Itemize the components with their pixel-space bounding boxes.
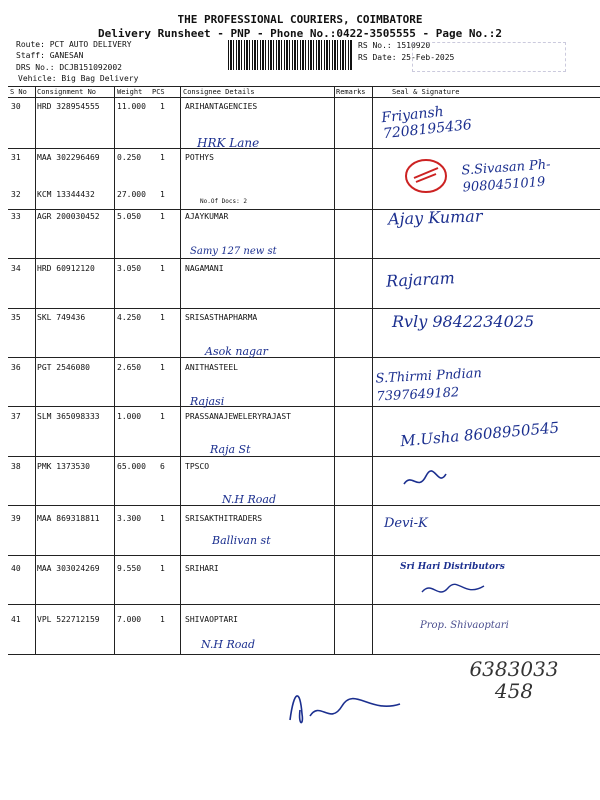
row-sno: 32: [11, 190, 21, 199]
signature-entry: Ajay Kumar: [387, 206, 483, 229]
row-rule: [8, 148, 600, 149]
signature-stamp: Prop. Shivaoptari: [420, 620, 509, 631]
rs-number: RS No.: 1510920: [358, 41, 431, 50]
row-sno: 38: [11, 462, 21, 471]
col-divider: [372, 86, 373, 654]
row-weight: 27.000: [117, 190, 146, 199]
vehicle: Vehicle: Big Bag Delivery: [18, 74, 139, 83]
drs-number: DRS No.: DCJB151092002: [16, 63, 122, 72]
row-pcs: 1: [160, 153, 165, 162]
row-weight: 3.050: [117, 264, 142, 273]
row-weight: 65.000: [117, 462, 146, 471]
row-consignment: MAA 869318811: [37, 514, 100, 523]
handwritten-address: Asok nagar: [205, 345, 268, 358]
col-consignee: Consignee Details: [183, 88, 255, 96]
table-top-rule: [8, 86, 600, 87]
row-rule: [8, 308, 600, 309]
date-stamp: [412, 42, 566, 72]
row-consignee: TPSCO: [185, 462, 210, 471]
signature-scribble: [400, 466, 450, 498]
row-sno: 40: [11, 564, 21, 573]
col-sno: S No: [10, 88, 27, 96]
row-consignment: HRD 328954555: [37, 102, 100, 111]
col-consignment: Consignment No: [37, 88, 97, 96]
rs-date: RS Date: 25-Feb-2025: [358, 53, 455, 62]
row-pcs: 1: [160, 514, 165, 523]
row-rule: [8, 505, 600, 506]
table-header-rule: [8, 97, 600, 98]
row-sno: 41: [11, 615, 21, 624]
row-weight: 9.550: [117, 564, 142, 573]
signature-entry: Rvly 9842234025: [392, 312, 535, 331]
row-weight: 5.050: [117, 212, 142, 221]
row-weight: 3.300: [117, 514, 142, 523]
row-consignee: SHIVAOPTARI: [185, 615, 238, 624]
row-consignment: SKL 749436: [37, 313, 86, 322]
row-sno: 30: [11, 102, 21, 111]
row-pcs: 1: [160, 564, 165, 573]
row-pcs: 1: [160, 102, 165, 111]
row-weight: 7.000: [117, 615, 142, 624]
signature-entry: M.Usha 8608950545: [399, 418, 560, 451]
row-weight: 1.000: [117, 412, 142, 421]
row-consignment: AGR 200030452: [37, 212, 100, 221]
row-consignee: SRIHARI: [185, 564, 219, 573]
col-divider: [180, 86, 181, 654]
signature-entry: Rajaram: [385, 268, 456, 291]
row-consignment: MAA 303024269: [37, 564, 100, 573]
row-consignee: NAGAMANI: [185, 264, 224, 273]
row-rule: [8, 456, 600, 457]
row-consignee: AJAYKUMAR: [185, 212, 229, 221]
row-pcs: 1: [160, 363, 165, 372]
handwritten-address: Samy 127 new st: [190, 246, 277, 257]
row-sno: 39: [11, 514, 21, 523]
signature-stamp: Sri Hari Distributors: [400, 562, 505, 572]
route: Route: PCT AUTO DELIVERY: [16, 40, 132, 49]
row-rule: [8, 258, 600, 259]
row-consignment: VPL 522712159: [37, 615, 100, 624]
row-rule: [8, 209, 600, 210]
signature-entry: S.Thirmi Pndian 7397649182: [375, 366, 483, 405]
row-sno: 35: [11, 313, 21, 322]
row-sno: 37: [11, 412, 21, 421]
row-weight: 2.650: [117, 363, 142, 372]
signature-entry: S.Sivasan Ph-9080451019: [461, 157, 552, 196]
row-consignee: PRASSANAJEWELERYRAJAST: [185, 412, 291, 421]
handwritten-address: Raja St: [210, 443, 251, 456]
staff: Staff: GANESAN: [16, 51, 84, 60]
signature-entry: Friyansh 7208195436: [380, 103, 473, 143]
row-rule: [8, 604, 600, 605]
row-pcs: 1: [160, 615, 165, 624]
handwritten-address: N.H Road: [201, 638, 256, 651]
col-weight: Weight: [117, 88, 143, 96]
footer-signature: [280, 680, 410, 730]
row-consignment: MAA 302296469: [37, 153, 100, 162]
signature-entry: Devi-K: [384, 516, 428, 531]
row-sno: 33: [11, 212, 21, 221]
row-consignment: PGT 2546080: [37, 363, 90, 372]
handwritten-address: Ballivan st: [212, 534, 271, 547]
col-divider: [114, 86, 115, 654]
row-weight: 0.250: [117, 153, 142, 162]
barcode: [228, 40, 352, 70]
signature-scribble: [402, 156, 450, 196]
col-remarks: Remarks: [336, 88, 366, 96]
row-pcs: 1: [160, 313, 165, 322]
row-consignee: SRISASTHAPHARMA: [185, 313, 258, 322]
row-weight: 4.250: [117, 313, 142, 322]
table-bottom-rule: [8, 654, 600, 655]
row-sno: 36: [11, 363, 21, 372]
row-consignment: HRD 60912120: [37, 264, 95, 273]
handwritten-address: HRK Lane: [197, 136, 260, 150]
footer-handwritten-number: 6383033 458: [469, 657, 559, 703]
row-pcs: 1: [160, 190, 165, 199]
row-consignment: SLM 365098333: [37, 412, 100, 421]
row-consignee: SRISAKTHITRADERS: [185, 514, 263, 523]
row-consignee: ARIHANTAGENCIES: [185, 102, 258, 111]
col-pcs: PCS: [152, 88, 165, 96]
signature-scribble: [418, 578, 488, 602]
row-pcs: 1: [160, 412, 165, 421]
row-consignee: ANITHASTEEL: [185, 363, 238, 372]
docs-note: No.Of Docs: 2: [200, 198, 247, 205]
row-consignment: KCM 13344432: [37, 190, 95, 199]
row-sno: 34: [11, 264, 21, 273]
row-rule: [8, 555, 600, 556]
row-consignment: PMK 1373530: [37, 462, 90, 471]
row-rule: [8, 406, 600, 407]
company-title: THE PROFESSIONAL COURIERS, COIMBATORE: [177, 13, 423, 26]
handwritten-address: N.H Road: [222, 493, 277, 506]
handwritten-address: Rajasi: [190, 395, 225, 408]
row-consignee: POTHYS: [185, 153, 214, 162]
row-pcs: 1: [160, 264, 165, 273]
row-sno: 31: [11, 153, 21, 162]
col-seal: Seal & Signature: [392, 88, 460, 96]
col-divider: [35, 86, 36, 654]
row-pcs: 6: [160, 462, 165, 471]
row-rule: [8, 357, 600, 358]
runsheet-subtitle: Delivery Runsheet - PNP - Phone No.:0422-3505555 - Page No.:2: [98, 27, 502, 40]
row-weight: 11.000: [117, 102, 146, 111]
col-divider: [334, 86, 335, 654]
row-pcs: 1: [160, 212, 165, 221]
